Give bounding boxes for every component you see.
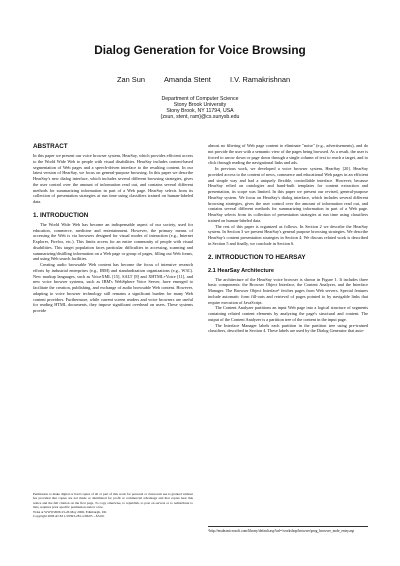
affiliation-line: Stony Brook University bbox=[173, 102, 227, 109]
section-heading: 2. INTRODUCTION TO HEARSAY bbox=[208, 253, 306, 261]
abstract-heading: ABSTRACT bbox=[33, 143, 68, 150]
permission-notice bbox=[33, 492, 193, 518]
right-column bbox=[208, 143, 368, 334]
paragraph: The Content Analyzer partitions an input Web page into a logical structure of segments containing related content elements by analyzing the page's structural and content. The output of the Content Analyzer is a partition tree of the content in the input page. bbox=[208, 305, 368, 322]
paragraph: Creating audio browsable Web content has become the focus of intensive research efforts by industrial enterprises (e.g., IBM) and standardization organizations (e.g., W3C). New markup languages, such as VoiceXML [15], SALT [8] and XHTML+Voice [11], and new voice browser systems, such as IBM's WebSphere Voice Server, have emerged to facilitate the creation, publishing, and exchange of audio browsable Web content. However, adapting to voice browser technology still remains a significant burden for many Web content providers. Furthermore, while current screen readers and voice browsers are useful for reading HTML documents, they impose significant overhead on users. These systems provide bbox=[33, 262, 193, 313]
paragraph: almost no filtering of Web page content to eliminate "noise" (e.g., advertisements), and do not provide the user with a semantic view of the pages being browsed. As a result, the user is forced to arrow down or page down through a single column of text to reach a target, and to click through reading the navigational links and ads. bbox=[208, 143, 368, 166]
affiliation-line: Department of Computer Science bbox=[161, 96, 239, 102]
paragraph: The World Wide Web has become an indispensable aspect of our society, used for education, commerce, medicine and entertainment. However, the primary means of accessing the Web is via browsers designed for visual modes of interaction (e.g., Internet Explorer, Firefox, etc.). This limits access for an entire community of people with visual disabilities. This target population faces particular difficulties in accessing, scanning and summarizing/distilling information on a Web page or group of pages, filling out Web forms, and using Web search facilities. bbox=[33, 221, 193, 262]
affiliation-block bbox=[0, 96, 400, 120]
footnote[interactable]: ¹http://msdn.microsoft.com/library/default.asp?url=/workshop/browser/prog_browser_node_entry.asp bbox=[208, 526, 368, 534]
abstract-text: In this paper we present our voice browser system, HearSay, which provides efficient access to the World Wide Web to people with visual disabilities. HearSay includes content-based segmentation of Web pages and a speech-driven interface to the resulting content. In our latest version of HearSay, we focus on general-purpose browsing. In this paper we describe HearSay's new dialog interface, which includes several different browsing strategies, gives the user control over the amount of information read out, and contains several different methods for summarizing information in part of a Web page. HearSay selects from its collection of presentation strategies at run time using classifiers trained on human-labeled data. bbox=[33, 153, 193, 204]
paragraph: The Interface Manager labels each partition in the partition tree using pre-trained classifiers, described in Section 4. These labels are used by the Dialog Generator that auto- bbox=[208, 322, 368, 334]
left-column bbox=[33, 143, 193, 314]
permission-text: Permission to make digital or hard copies of all or part of this work for personal or classroom use is granted without fee provided that copies are not made or distributed for profit or commercial advantage and that copies bear this notice and the full citation on the first page. To copy otherwise, to republish, to post on servers or to redistribute to lists, requires prior specific permission and/or a fee. bbox=[33, 492, 193, 510]
paper-title: Dialog Generation for Voice Browsing bbox=[94, 43, 306, 57]
copyright-text: Copyright 2006 ACM 1-59593-281-x/06/05 ...$5.00. bbox=[33, 514, 105, 519]
author-name: Zan Sun bbox=[117, 75, 145, 84]
subsection-heading: 2.1 HearSay Architecture bbox=[208, 267, 275, 274]
affiliation-email: {zsun, stent, ram}@cs.sunysb.edu bbox=[160, 114, 240, 121]
author-list bbox=[0, 75, 400, 87]
paragraph: The rest of this paper is organized as follows. In Section 2 we describe the HearSay system. In Section 3 we present HearSay's general purpose browsing strategies. We describe HearSay's content presentation strategies in Section 4. We discuss related work is described in Section 5 and finally, we conclude in Section 6. bbox=[208, 223, 368, 246]
section-heading: 1. INTRODUCTION bbox=[33, 211, 89, 219]
author-name: I.V. Ramakrishnan bbox=[230, 75, 291, 84]
venue-text: W4A at WWW2006 23-26 May 2006, Edinburgh, UK bbox=[33, 509, 107, 514]
author-name: Amanda Stent bbox=[164, 75, 211, 84]
affiliation-line: Stony Brook, NY 11794, USA bbox=[166, 108, 234, 115]
paragraph: In previous work, we developed a voice browser system, HearSay [20]. HearSay provided access to the content of news, commerce and educational Web pages in an efficient and simple way and had a uniquely flexible, controllable interface. However, because HearSay relied on ontologies and hand-built templates for content extraction and presentation, its scope was limited. In this paper we present our revised, general-purpose HearSay system. We focus on HearSay's dialog interface, which includes several different browsing strategies, gives the user control over the amount of information read out, and contains several different methods for summarizing information in part of a Web page. HearSay selects from its collection of presentation strategies at run time using classifiers trained on human-labeled data. bbox=[208, 166, 368, 223]
paragraph: The architecture of the HearSay voice browser is shown in Figure 1. It includes three basic components: the Browser Object Interface, the Content Analyzer, and the Interface Manager. The Browser Object Interface¹ fetches pages from Web servers. Special features include automatic form fill-outs and retrieval of pages pointed to by navigable links that require execution of JavaScript. bbox=[208, 276, 368, 305]
